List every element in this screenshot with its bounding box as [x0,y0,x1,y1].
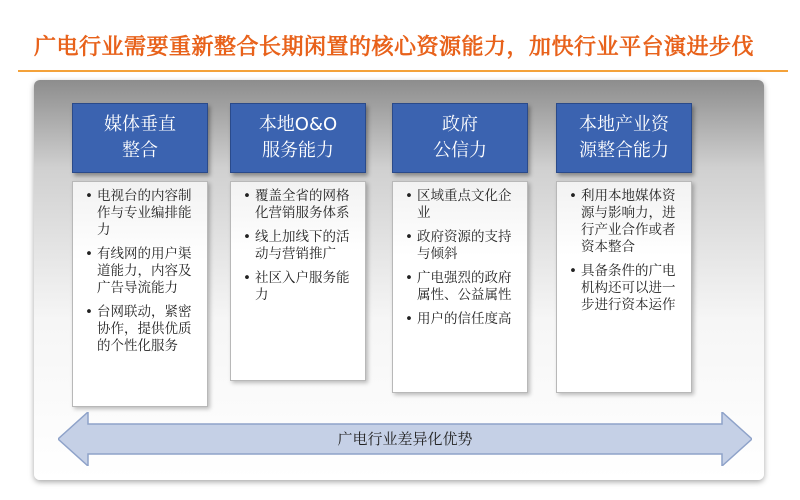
list-item-text: 广电强烈的政府属性、公益属性 [417,270,512,303]
bullet-icon: • [243,229,251,245]
list-item [85,188,199,239]
column-heading: 媒体垂直 整合 [72,103,208,173]
list-item [243,229,357,263]
column-body [72,181,208,407]
list-item [405,188,519,222]
column-government-credibility [392,103,528,393]
bullet-icon: • [85,304,93,320]
arrow-label: 广电行业差异化优势 [337,430,473,448]
list-item-text: 电视台的内容制作与专业编排能力 [97,188,192,238]
column-heading: 本地O&O 服务能力 [230,103,366,173]
list-item-text: 政府资源的支持与倾斜 [417,229,512,262]
list-item [85,246,199,297]
slide-title: 广电行业需要重新整合长期闲置的核心资源能力，加快行业平台演进步伐 [34,35,755,60]
bullet-icon: • [85,246,93,262]
list-item-text: 覆盖全省的网格化营销服务体系 [255,188,350,221]
list-item [405,270,519,304]
list-item-text: 区域重点文化企业 [417,188,512,221]
column-media-integration [72,103,208,407]
bullet-icon: • [243,188,251,204]
column-body [392,181,528,393]
list-item [405,229,519,263]
bullet-icon: • [569,263,577,279]
bullet-icon: • [85,188,93,204]
list-item-text: 具备条件的广电机构还可以进一步进行资本运作 [581,263,676,313]
title-underline [18,70,788,72]
list-item-text: 用户的信任度高 [417,311,512,327]
list-item [85,304,199,355]
list-item-text: 利用本地媒体资源与影响力，进行产业合作或者资本整合 [581,188,676,255]
list-item-text: 有线网的用户渠道能力，内容及广告导流能力 [97,246,192,296]
bullet-icon: • [405,229,413,245]
column-local-oo-service [230,103,366,381]
column-body [230,181,366,381]
list-item-text: 线上加线下的活动与营销推广 [255,229,350,262]
list-item [243,270,357,304]
list-item [243,188,357,222]
list-item [569,263,683,314]
column-heading: 本地产业资 源整合能力 [556,103,692,173]
column-body [556,181,692,393]
bullet-icon: • [405,270,413,286]
double-arrow [58,412,752,466]
list-item-text: 社区入户服务能力 [255,270,350,303]
list-item [569,188,683,256]
list-item-text: 台网联动，紧密协作，提供优质的个性化服务 [97,304,192,354]
bullet-icon: • [569,188,577,204]
bullet-icon: • [405,188,413,204]
column-heading: 政府 公信力 [392,103,528,173]
bullet-icon: • [243,270,251,286]
list-item [405,311,519,328]
column-industry-resource-integration [556,103,692,393]
bullet-icon: • [405,311,413,327]
